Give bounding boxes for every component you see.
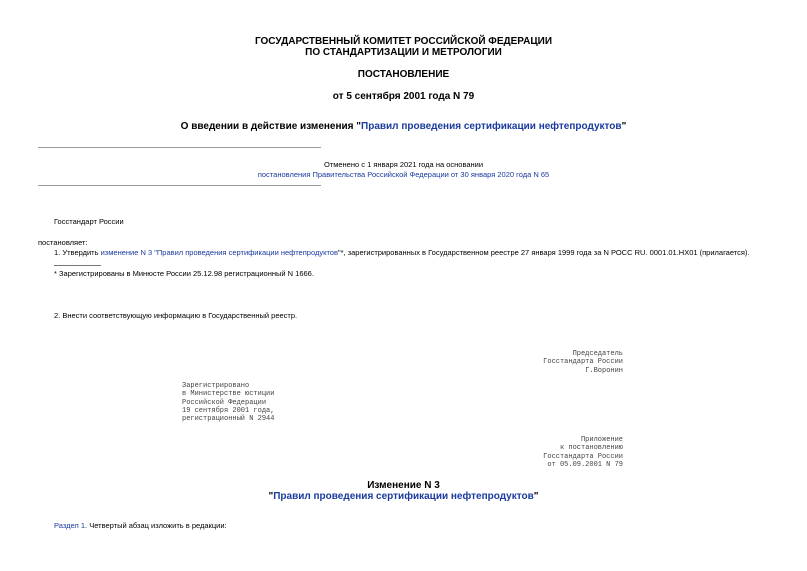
document-date-number: от 5 сентября 2001 года N 79 [332, 91, 475, 102]
appendix-block [543, 436, 623, 469]
section-1-link[interactable]: Раздел 1 [54, 521, 86, 530]
registration-line-3: Российской Федерации [182, 398, 267, 407]
section-1-text: . Четвертый абзац изложить в редакции: [85, 521, 227, 530]
registration-line-5: регистрационный N 2944 [182, 415, 275, 424]
divider-bottom [38, 185, 321, 186]
divider-top [38, 147, 321, 148]
authority: Госстандарт России [54, 217, 124, 226]
appendix-line-3: Госстандарта России [543, 452, 623, 461]
item-2: 2. Внести соответствующую информацию в Государственный реестр. [54, 311, 298, 320]
section-1-line [54, 521, 227, 530]
title-rules-link[interactable]: Правил проведения сертификации нефтепродуктов [361, 121, 622, 132]
appendix-line-1: Приложение [580, 436, 623, 444]
appendix-line-4: от 05.09.2001 N 79 [547, 460, 623, 469]
signature-organization: Госстандарта России [543, 358, 623, 367]
registration-block [182, 382, 274, 423]
cancel-note-text: Отменено с 1 января 2021 года на основании [323, 160, 484, 169]
registration-line-1: Зарегистрировано [182, 382, 250, 390]
footnote-rule [54, 265, 101, 266]
cancel-decree-link[interactable]: постановления Правительства Российской Федерации от 30 января 2020 года N 65 [257, 170, 550, 179]
signature-block [543, 350, 623, 375]
cancel-note-line [0, 170, 807, 179]
signature-name: Г.Воронин [585, 366, 623, 375]
item-1 [54, 248, 750, 257]
issuer-line-1: ГОСУДАРСТВЕННЫЙ КОМИТЕТ РОССИЙСКОЙ ФЕДЕРАЦИИ [254, 36, 553, 47]
title-suffix: " [621, 121, 627, 132]
decrees-word: постановляет: [38, 238, 88, 247]
footnote: * Зарегистрированы в Минюсте России 25.12.98 регистрационный N 1666. [54, 269, 314, 278]
appendix-line-2: к постановлению [559, 444, 623, 453]
item-1-suffix: "*, зарегистрированных в Государственном реестре 27 января 1999 года за N РОСС RU. 0001.01.НХ01 (прилагается). [337, 248, 750, 257]
issuer-line-2: ПО СТАНДАРТИЗАЦИИ И МЕТРОЛОГИИ [305, 47, 502, 58]
item-1-prefix: 1. Утвердить [54, 248, 101, 257]
registration-line-4: 19 сентября 2001 года, [182, 406, 275, 415]
registration-line-2: в Министерстве юстиции [182, 390, 275, 399]
change-3-link[interactable]: изменение N 3 "Правил проведения сертификации нефтепродуктов [100, 248, 338, 257]
change-title: Изменение N 3 [367, 480, 440, 491]
change-subtitle [0, 491, 807, 502]
document-type: ПОСТАНОВЛЕНИЕ [357, 69, 450, 80]
title-prefix: О введении в действие изменения " [180, 121, 362, 132]
change-rules-link[interactable]: Правил проведения сертификации нефтепродуктов [273, 491, 534, 502]
signature-position: Председатель [572, 350, 623, 358]
change-quote-open: " [268, 491, 274, 502]
document-title [0, 121, 807, 132]
change-quote-close: " [533, 491, 539, 502]
